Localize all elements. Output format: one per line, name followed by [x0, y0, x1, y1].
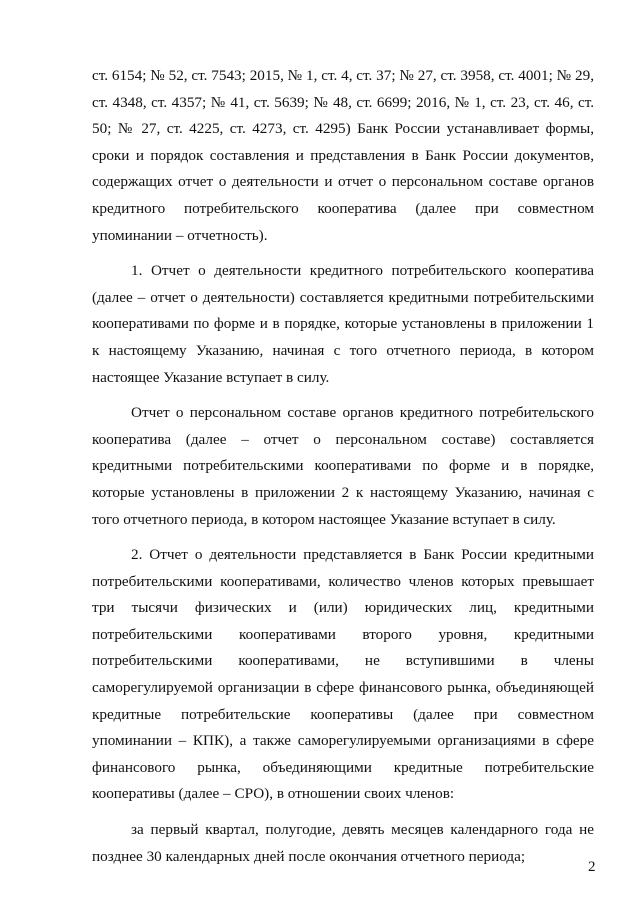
paragraph-item-2: 2. Отчет о деятельности представляется в Банк России кредитными потребительскими кооперативами, количество членов которых превышает три тысячи физических и (или) юридических лиц, кредитными потребительскими кооперативами второго уровня, кредитными потребительскими кооперативами, не вступившими в члены саморегулируемой организации в сфере финансового рынка, объединяющей кредитные потребительские кооперативы (далее при совместном упоминании – КПК), а также саморегулируемыми организациями в сфере финансового рынка, объединяющими кредитные потребительские кооперативы (далее – СРО), в отношении своих членов: — [92, 546, 594, 803]
paragraph-first-quarter-deadline: за первый квартал, полугодие, девять месяцев календарного года не позднее 30 календарных дней после окончания отчетного периода; — [92, 821, 594, 865]
paragraph-personnel-report: Отчет о персональном составе органов кредитного потребительского кооператива (далее – отчет о персональном составе) составляется кредитными потребительскими кооперативами по форме и в порядке, которые установлены в приложении 2 к настоящему Указанию, начиная с того отчетного периода, в котором настоящее Указание вступает в силу. — [92, 404, 594, 528]
paragraph-item-1: 1. Отчет о деятельности кредитного потребительского кооператива (далее – отчет о деятельности) составляется кредитными потребительскими кооперативами по форме и в порядке, которые установлены в приложении 1 к настоящему Указанию, начиная с того отчетного периода, в котором настоящее Указание вступает в силу. — [92, 262, 594, 386]
page-number: 2 — [588, 859, 596, 875]
paragraph-legal-references: ст. 6154; № 52, ст. 7543; 2015, № 1, ст. 4, ст. 37; № 27, ст. 3958, ст. 4001; № 29, ст. 4348, ст. 4357; № 41, ст. 5639; № 48, ст. 6699; 2016, № 1, ст. 23, ст. 46, ст. 50; № 27, ст. 4225, ст. 4273, ст. 4295) Банк России устанавливает формы, сроки и порядок составления и представления в Банк России документов, содержащих отчет о деятельности и отчет о персональном составе органов кредитного потребительского кооператива (далее при совместном упоминании – отчетность). — [92, 67, 594, 244]
body-text — [92, 63, 594, 879]
